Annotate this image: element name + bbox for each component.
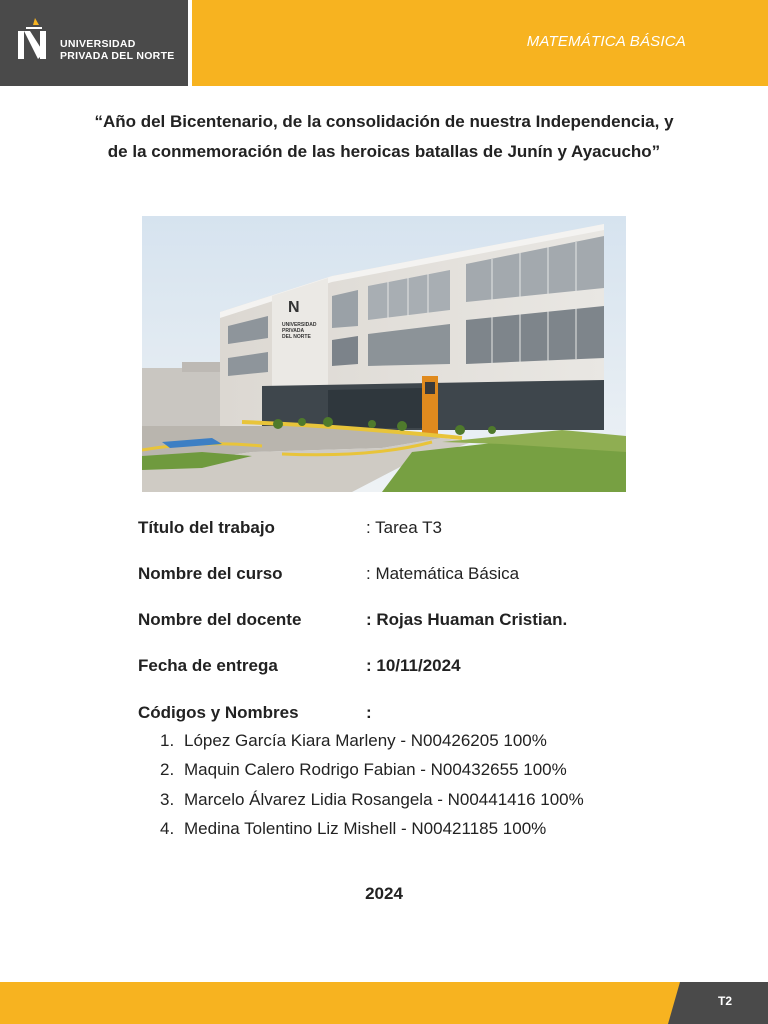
footer-page-label: T2 [717, 994, 732, 1008]
building-sign-line-3: DEL NORTE [282, 334, 311, 340]
building-logo-icon: N [288, 299, 300, 316]
page-footer [0, 982, 768, 1024]
year-motto: “Año del Bicentenario, de la consolidación de nuestra Independencia, y de la conmemoración de las heroicas batallas de Junín y Ayacucho” [94, 112, 674, 161]
logo-line-2: PRIVADA DEL NORTE [60, 50, 175, 62]
list-item [160, 760, 584, 789]
codes-value: : [366, 703, 372, 722]
list-item-text: Maquin Calero Rodrigo Fabian - N00432655 100% [184, 760, 567, 780]
list-item-text: Medina Tolentino Liz Mishell - N00421185 100% [184, 818, 547, 838]
list-item-number: 1. [160, 731, 175, 750]
list-item-text: Marcelo Álvarez Lidia Rosangela - N00441416 100% [184, 789, 584, 809]
campus-building-photo [142, 216, 626, 492]
date-label: Fecha de entrega [138, 656, 278, 675]
upn-logo-icon [16, 17, 50, 61]
page-header [0, 0, 768, 86]
list-item-number: 4. [160, 818, 175, 838]
date-value: : 10/11/2024 [366, 656, 461, 675]
university-logo-block [0, 0, 188, 86]
teacher-value: : Rojas Huaman Cristian. [366, 610, 568, 629]
logo-line-1: UNIVERSIDAD [60, 38, 136, 50]
building-sign-line-2: PRIVADA [282, 328, 305, 334]
header-subject: MATEMÁTICA BÁSICA [526, 33, 686, 50]
university-logo-text [60, 38, 175, 62]
course-label: Nombre del curso [138, 564, 283, 583]
list-item [160, 819, 584, 848]
codes-label: Códigos y Nombres [138, 703, 299, 722]
list-item [160, 790, 584, 819]
document-year: 2024 [365, 884, 403, 903]
teacher-label: Nombre del docente [138, 610, 302, 629]
title-label: Título del trabajo [138, 518, 275, 537]
list-item-number: 2. [160, 760, 175, 780]
list-item-text: López García Kiara Marleny - N00426205 100% [184, 731, 547, 750]
list-item [160, 731, 584, 760]
student-list [160, 731, 584, 848]
course-value: : Matemática Básica [366, 564, 520, 583]
list-item-number: 3. [160, 789, 175, 809]
title-value: : Tarea T3 [366, 518, 442, 537]
building-sign-line-1: UNIVERSIDAD [282, 322, 317, 328]
footer-band [0, 982, 768, 1024]
